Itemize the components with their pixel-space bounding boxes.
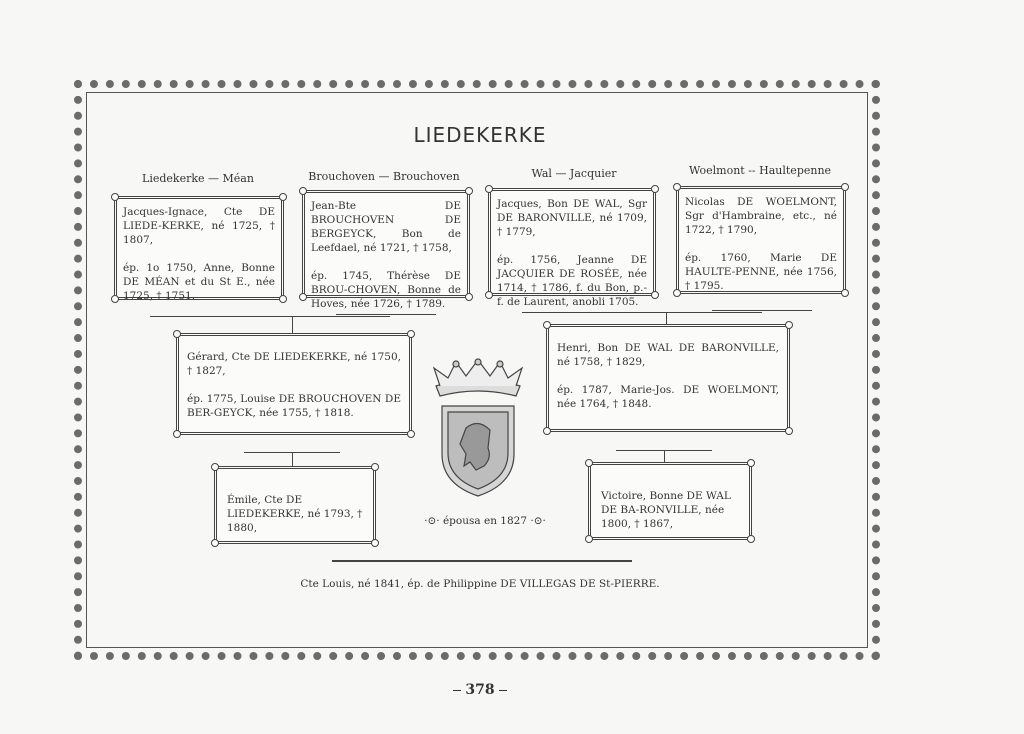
connector-line [712,310,812,311]
family-box-brouchoven [302,190,470,310]
descendant-text: Cte Louis, né 1841, ép. de Philippine DE VILLEGAS DE St-PIERRE. [300,578,660,590]
family-box-gerard [176,333,412,435]
person-text: Jacques, Bon DE WAL, Sgr DE BARONVILLE, né 1709, † 1779, [497,198,647,238]
connector-line [292,452,293,466]
person-text: Jacques-Ignace, Cte DE LIEDE-KERKE, né 1725, † 1807, [123,206,275,246]
column-heading-brouchoven: Brouchoven — Brouchoven [308,170,460,183]
connector-line [336,314,436,315]
ornament-icon: ·⊙· [530,515,546,527]
marriage-text: ép. 1760, Marie DE HAULTE-PENNE, née 1756, † 1795. [685,252,837,292]
person-text: Henri, Bon DE WAL DE BARONVILLE, né 1758, † 1829, [557,342,779,368]
person-text: Victoire, Bonne DE WAL DE BA-RONVILLE, née 1800, † 1867, [601,490,731,530]
column-heading-liedekerke: Liedekerke — Méan [142,172,254,185]
person-text: Gérard, Cte DE LIEDEKERKE, né 1750, † 1827, [187,351,401,377]
coat-of-arms-icon [430,358,526,498]
person-text: Émile, Cte DE LIEDEKERKE, né 1793, † 1880, [227,494,363,534]
marriage-text: ép. 1756, Jeanne DE JACQUIER DE ROSÉE, née 1714, † 1786, f. du Bon, p.-f. de Laurent, anobli 1705. [497,254,647,308]
marriage-text: ép. 1775, Louise DE BROUCHOVEN DE BER-GEYCK, née 1755, † 1818. [187,393,401,419]
connector-line [292,316,293,334]
column-heading-woelmont: Woelmont -- Haultepenne [688,164,832,177]
connector-line [666,312,667,324]
column-heading-wal: Wal — Jacquier [531,167,617,180]
page-title: LIEDEKERKE [413,123,547,147]
marriage-text: ép. 1745, Thérèse DE BROU-CHOVEN, Bonne de Hoves, née 1726, † 1789. [311,270,461,310]
marriage-text: ép. 1o 1750, Anne, Bonne DE MÉAN et du St E., née 1725, † 1751. [123,262,275,302]
family-box-emile [214,466,376,544]
page-number [0,682,960,698]
descendant-line [332,560,632,562]
dash-icon [453,690,461,691]
person-text: Nicolas DE WOELMONT, Sgr d'Hambraine, etc., né 1722, † 1790, [685,196,837,236]
connector-line [200,316,390,317]
family-box-victoire [588,462,752,540]
dash-icon [499,690,507,691]
marriage-note: épousa en 1827 [442,515,528,527]
family-box-liedekerke [114,196,284,300]
family-box-woelmont [676,186,846,294]
connector-line [664,450,665,462]
marriage-text: ép. 1787, Marie-Jos. DE WOELMONT, née 1764, † 1848. [557,384,779,410]
page-number-value: 378 [465,682,495,698]
connector-line [572,312,762,313]
family-box-henri [546,324,790,432]
person-text: Jean-Bte DE BROUCHOVEN DE BERGEYCK, Bon de Leefdael, né 1721, † 1758, [311,200,461,254]
family-box-wal [488,188,656,308]
marriage-link [410,515,560,527]
ornament-icon: ·⊙· [424,515,440,527]
